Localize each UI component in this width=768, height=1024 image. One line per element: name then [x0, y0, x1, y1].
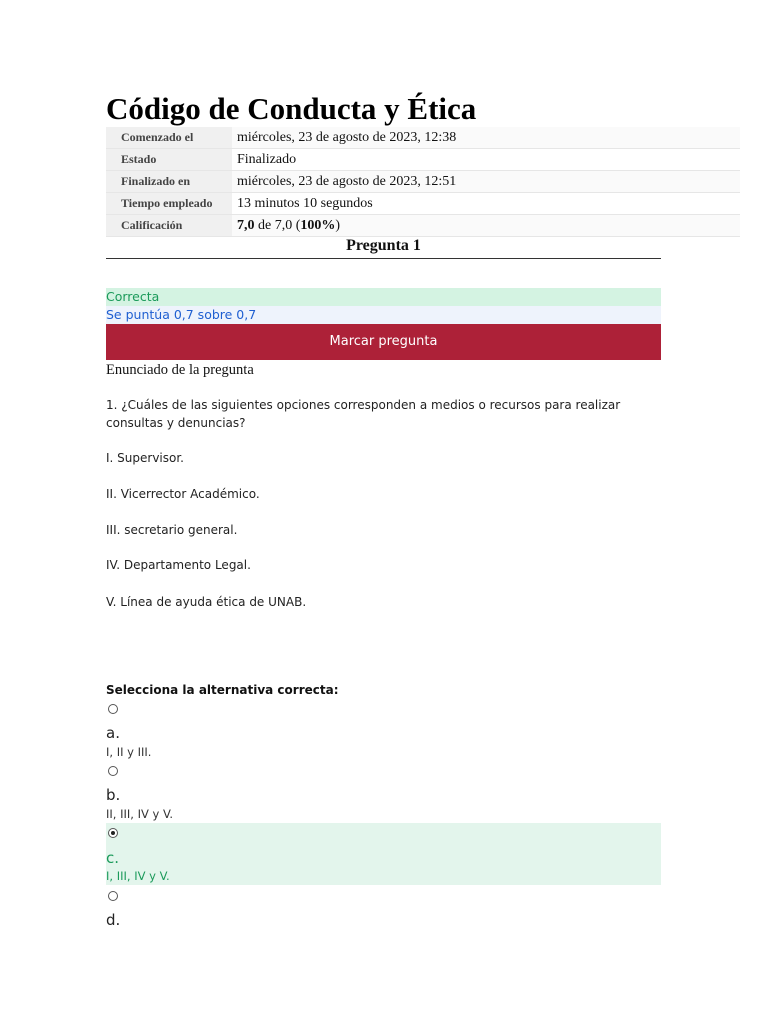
page-title: Código de Conducta y Ética [106, 91, 477, 126]
question-item: V. Línea de ayuda ética de UNAB. [106, 595, 307, 609]
grade-score: 7,0 [237, 217, 255, 233]
question-grade: Se puntúa 0,7 sobre 0,7 [106, 306, 661, 324]
answer-c-radio[interactable] [108, 828, 118, 838]
answer-b-letter: b. [106, 786, 121, 804]
correct-answer-highlight [106, 823, 661, 885]
flag-question-button[interactable]: Marcar pregunta [106, 324, 661, 360]
question-header: Pregunta 1 [106, 236, 661, 259]
answer-d-radio[interactable] [108, 891, 118, 901]
summary-row [106, 193, 740, 215]
summary-value: Finalizado [232, 149, 740, 171]
answer-a-radio[interactable] [108, 704, 118, 714]
answer-c-text: I, III, IV y V. [106, 869, 170, 883]
summary-label: Calificación [106, 215, 232, 237]
answer-a-letter: a. [106, 724, 120, 742]
answer-d-letter: d. [106, 911, 121, 929]
summary-value: miércoles, 23 de agosto de 2023, 12:38 [232, 127, 740, 149]
summary-row [106, 149, 740, 171]
question-item: IV. Departamento Legal. [106, 558, 251, 572]
grade-max: de 7,0 ( [254, 217, 301, 233]
question-item: III. secretario general. [106, 523, 238, 537]
answer-prompt: Selecciona la alternativa correcta: [106, 683, 339, 697]
grade-close: ) [335, 217, 341, 233]
answer-b-radio[interactable] [108, 766, 118, 776]
summary-value: miércoles, 23 de agosto de 2023, 12:51 [232, 171, 740, 193]
question-state: Correcta [106, 288, 661, 306]
summary-row [106, 171, 740, 193]
answer-c-letter: c. [106, 849, 120, 867]
question-text: 1. ¿Cuáles de las siguientes opciones corresponden a medios o recursos para realizar consultas y denuncias? [106, 398, 621, 430]
question-statement-label: Enunciado de la pregunta [106, 362, 254, 378]
question-item: I. Supervisor. [106, 451, 184, 465]
summary-label: Estado [106, 149, 232, 171]
answer-a-text: I, II y III. [106, 745, 152, 759]
summary-label: Comenzado el [106, 127, 232, 149]
summary-label: Tiempo empleado [106, 193, 232, 215]
answer-b-text: II, III, IV y V. [106, 807, 173, 821]
summary-row [106, 127, 740, 149]
grade-value [232, 215, 740, 237]
summary-label: Finalizado en [106, 171, 232, 193]
attempt-summary-table [106, 127, 740, 237]
question-item: II. Vicerrector Académico. [106, 487, 260, 501]
summary-row [106, 215, 740, 237]
grade-percent: 100% [300, 217, 336, 233]
summary-value: 13 minutos 10 segundos [232, 193, 740, 215]
